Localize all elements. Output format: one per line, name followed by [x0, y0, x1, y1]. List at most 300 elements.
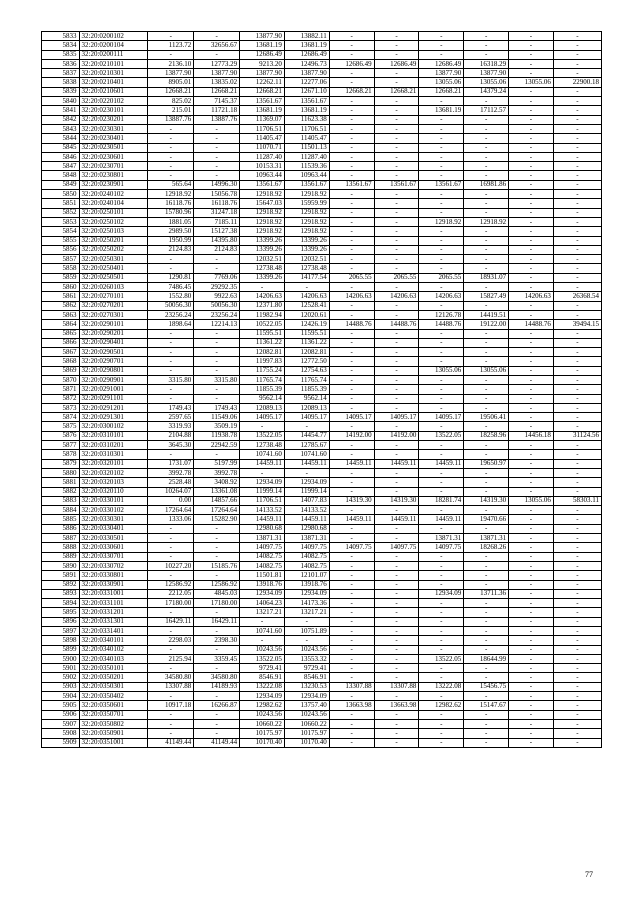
value-cell: - [509, 366, 554, 375]
value-cell: - [509, 124, 554, 133]
value-cell: 14996.30 [194, 180, 240, 189]
row-number-cell: 5871 [42, 385, 80, 394]
value-cell: - [464, 134, 509, 143]
value-cell: 13877.90 [194, 69, 240, 78]
value-cell: - [329, 124, 374, 133]
value-cell: 12982.62 [240, 701, 285, 710]
value-cell: 12262.11 [240, 78, 285, 87]
table-row [42, 487, 602, 496]
value-cell: 18258.96 [464, 431, 509, 440]
table-row [42, 41, 602, 50]
value-cell: 12020.61 [284, 310, 329, 319]
value-cell: - [148, 664, 194, 673]
value-cell: 13711.36 [464, 589, 509, 598]
value-cell: 13055.06 [509, 78, 554, 87]
cadastral-number-cell: 32:20:0230101 [79, 106, 148, 115]
value-cell: 12686.49 [419, 59, 464, 68]
table-row [42, 329, 602, 338]
value-cell: - [553, 217, 601, 226]
value-cell: - [419, 719, 464, 728]
row-number-cell: 5872 [42, 394, 80, 403]
value-cell: - [329, 710, 374, 719]
page-number: 77 [585, 870, 593, 879]
value-cell: - [464, 608, 509, 617]
value-cell: - [374, 143, 419, 152]
value-cell: - [419, 199, 464, 208]
value-cell: 12089.13 [240, 403, 285, 412]
value-cell: - [553, 180, 601, 189]
value-cell: 2136.10 [148, 59, 194, 68]
value-cell: 12126.78 [419, 310, 464, 319]
value-cell: - [374, 692, 419, 701]
value-cell: 12918.92 [284, 227, 329, 236]
value-cell: 13887.76 [148, 115, 194, 124]
cadastral-number-cell: 32:20:0350101 [79, 664, 148, 673]
value-cell: - [553, 143, 601, 152]
value-cell: 13522.05 [419, 431, 464, 440]
value-cell: - [148, 264, 194, 273]
row-number-cell: 5879 [42, 459, 80, 468]
row-number-cell: 5889 [42, 552, 80, 561]
value-cell: - [419, 664, 464, 673]
cadastral-number-cell: 32:20:0210101 [79, 59, 148, 68]
value-cell: - [509, 264, 554, 273]
value-cell: - [374, 245, 419, 254]
table-row [42, 468, 602, 477]
row-number-cell: 5834 [42, 41, 80, 50]
row-number-cell: 5876 [42, 431, 80, 440]
value-cell: - [509, 627, 554, 636]
value-cell: - [374, 152, 419, 161]
cadastral-number-cell: 32:20:0250301 [79, 255, 148, 264]
value-cell: 215.01 [148, 106, 194, 115]
table-row [42, 366, 602, 375]
value-cell: - [419, 357, 464, 366]
value-cell: - [329, 450, 374, 459]
value-cell: 13230.53 [284, 682, 329, 691]
value-cell: - [329, 227, 374, 236]
value-cell: 15185.76 [194, 561, 240, 570]
value-cell: - [329, 617, 374, 626]
value-cell: - [148, 692, 194, 701]
cadastral-number-cell: 32:20:0330301 [79, 515, 148, 524]
value-cell: - [553, 348, 601, 357]
value-cell: 1950.99 [148, 236, 194, 245]
value-cell: - [509, 534, 554, 543]
value-cell: - [194, 162, 240, 171]
value-cell: 11938.78 [194, 431, 240, 440]
value-cell: - [329, 375, 374, 384]
value-cell: - [464, 571, 509, 580]
value-cell: - [509, 608, 554, 617]
value-cell: - [374, 617, 419, 626]
value-cell: - [329, 190, 374, 199]
row-number-cell: 5881 [42, 478, 80, 487]
value-cell: - [509, 375, 554, 384]
row-number-cell: 5886 [42, 524, 80, 533]
value-cell: 13217.21 [284, 608, 329, 617]
value-cell: - [374, 478, 419, 487]
value-cell: 12918.92 [240, 190, 285, 199]
value-cell: - [553, 599, 601, 608]
value-cell: - [464, 338, 509, 347]
value-cell: - [329, 32, 374, 41]
value-cell: 32656.67 [194, 41, 240, 50]
value-cell: - [419, 524, 464, 533]
value-cell: 18281.74 [419, 496, 464, 505]
value-cell: - [148, 162, 194, 171]
value-cell: 14459.11 [240, 459, 285, 468]
value-cell: 14459.11 [329, 459, 374, 468]
value-cell: 14459.11 [374, 515, 419, 524]
value-cell: - [464, 348, 509, 357]
value-cell: - [374, 645, 419, 654]
value-cell: - [464, 599, 509, 608]
value-cell: 13399.26 [240, 273, 285, 282]
value-cell: - [464, 115, 509, 124]
cadastral-number-cell: 32:20:0330702 [79, 561, 148, 570]
value-cell: 14857.66 [194, 496, 240, 505]
value-cell: 10660.22 [240, 719, 285, 728]
value-cell: - [464, 245, 509, 254]
value-cell: - [194, 627, 240, 636]
row-number-cell: 5887 [42, 534, 80, 543]
cadastral-number-cell: 32:20:0260103 [79, 283, 148, 292]
value-cell: 3359.45 [194, 654, 240, 663]
value-cell: - [464, 375, 509, 384]
value-cell: - [374, 50, 419, 59]
value-cell: 13561.67 [419, 180, 464, 189]
value-cell: 12918.92 [240, 208, 285, 217]
value-cell: - [509, 180, 554, 189]
value-cell: - [419, 301, 464, 310]
value-cell: - [148, 729, 194, 738]
value-cell: 58303.11 [553, 496, 601, 505]
table-row [42, 496, 602, 505]
value-cell: 31124.56 [553, 431, 601, 440]
value-cell: - [194, 729, 240, 738]
row-number-cell: 5878 [42, 450, 80, 459]
table-row [42, 245, 602, 254]
value-cell: - [509, 245, 554, 254]
value-cell: - [509, 59, 554, 68]
value-cell: 19470.66 [464, 515, 509, 524]
value-cell: - [464, 357, 509, 366]
value-cell: - [509, 441, 554, 450]
value-cell: - [284, 468, 329, 477]
table-row [42, 180, 602, 189]
value-cell: 14459.11 [374, 459, 419, 468]
table-row [42, 199, 602, 208]
table-row [42, 106, 602, 115]
value-cell: - [464, 97, 509, 106]
value-cell: 2989.50 [148, 227, 194, 236]
value-cell: 9213.20 [240, 59, 285, 68]
value-cell: - [374, 301, 419, 310]
value-cell: 1333.06 [148, 515, 194, 524]
table-row [42, 506, 602, 515]
cadastral-number-cell: 32:20:0330701 [79, 552, 148, 561]
value-cell: 11982.94 [240, 310, 285, 319]
value-cell: 22900.18 [553, 78, 601, 87]
value-cell: - [329, 468, 374, 477]
table-row [42, 459, 602, 468]
value-cell: - [464, 478, 509, 487]
cadastral-number-cell: 32:20:0230901 [79, 180, 148, 189]
table-row [42, 589, 602, 598]
value-cell: 14419.51 [464, 310, 509, 319]
value-cell: - [329, 366, 374, 375]
value-cell: 2065.55 [329, 273, 374, 282]
value-cell: 13877.90 [419, 69, 464, 78]
value-cell: 22942.59 [194, 441, 240, 450]
value-cell: - [419, 115, 464, 124]
value-cell: - [553, 403, 601, 412]
value-cell: - [509, 571, 554, 580]
value-cell: - [374, 357, 419, 366]
value-cell: 14095.17 [284, 413, 329, 422]
table-row [42, 115, 602, 124]
value-cell: 13553.32 [284, 654, 329, 663]
row-number-cell: 5856 [42, 245, 80, 254]
value-cell: - [419, 190, 464, 199]
value-cell: 13877.90 [148, 69, 194, 78]
value-cell: - [464, 32, 509, 41]
value-cell: - [509, 580, 554, 589]
value-cell: - [419, 580, 464, 589]
value-cell: 9729.41 [284, 664, 329, 673]
value-cell: - [194, 366, 240, 375]
value-cell: 12496.73 [284, 59, 329, 68]
table-row [42, 636, 602, 645]
value-cell: - [464, 227, 509, 236]
value-cell: - [464, 301, 509, 310]
row-number-cell: 5846 [42, 152, 80, 161]
value-cell: 13307.88 [374, 682, 419, 691]
value-cell: - [464, 143, 509, 152]
value-cell: - [148, 543, 194, 552]
value-cell: - [419, 608, 464, 617]
value-cell: 14459.11 [284, 459, 329, 468]
value-cell: - [464, 199, 509, 208]
row-number-cell: 5875 [42, 422, 80, 431]
table-row [42, 310, 602, 319]
row-number-cell: 5849 [42, 180, 80, 189]
value-cell: 14097.75 [419, 543, 464, 552]
value-cell: 12773.29 [194, 59, 240, 68]
cadastral-number-cell: 32:20:0350901 [79, 729, 148, 738]
value-cell: - [553, 543, 601, 552]
table-row [42, 701, 602, 710]
value-cell: - [374, 441, 419, 450]
table-row [42, 664, 602, 673]
value-cell: - [553, 459, 601, 468]
value-cell: 12686.49 [284, 50, 329, 59]
row-number-cell: 5867 [42, 348, 80, 357]
table-row [42, 543, 602, 552]
value-cell: - [553, 413, 601, 422]
value-cell: - [553, 208, 601, 217]
value-cell: 11361.22 [284, 338, 329, 347]
value-cell: 13681.19 [284, 41, 329, 50]
value-cell: - [509, 636, 554, 645]
value-cell: - [509, 738, 554, 747]
value-cell: 7769.06 [194, 273, 240, 282]
value-cell: - [509, 524, 554, 533]
cadastral-number-cell: 32:20:0240104 [79, 199, 148, 208]
value-cell: 12980.68 [284, 524, 329, 533]
value-cell: - [374, 524, 419, 533]
value-cell: - [553, 589, 601, 598]
value-cell: - [329, 561, 374, 570]
value-cell: 14395.80 [194, 236, 240, 245]
value-cell: 1881.05 [148, 217, 194, 226]
value-cell: 39494.15 [553, 320, 601, 329]
table-row [42, 673, 602, 682]
cadastral-number-cell: 32:20:0351001 [79, 738, 148, 747]
value-cell: 11549.06 [194, 413, 240, 422]
value-cell: - [464, 552, 509, 561]
value-cell: 7185.11 [194, 217, 240, 226]
value-cell: - [509, 50, 554, 59]
value-cell: - [509, 106, 554, 115]
value-cell: 7486.45 [148, 283, 194, 292]
value-cell: - [464, 729, 509, 738]
table-row [42, 682, 602, 691]
value-cell: 13522.05 [419, 654, 464, 663]
value-cell: - [553, 115, 601, 124]
table-row [42, 719, 602, 728]
value-cell: 11765.74 [240, 375, 285, 384]
value-cell: 14319.30 [464, 496, 509, 505]
cadastral-number-cell: 32:20:0330601 [79, 543, 148, 552]
value-cell: 12426.19 [284, 320, 329, 329]
value-cell: - [374, 310, 419, 319]
value-cell: - [509, 199, 554, 208]
value-cell: - [419, 236, 464, 245]
value-cell: - [329, 69, 374, 78]
table-row [42, 394, 602, 403]
cadastral-number-cell: 32:20:0230201 [79, 115, 148, 124]
value-cell: - [553, 97, 601, 106]
value-cell: - [329, 524, 374, 533]
value-cell: - [509, 310, 554, 319]
row-number-cell: 5882 [42, 487, 80, 496]
value-cell: 13399.26 [240, 236, 285, 245]
value-cell: - [374, 217, 419, 226]
value-cell: - [509, 208, 554, 217]
row-number-cell: 5861 [42, 292, 80, 301]
value-cell: 12668.21 [194, 87, 240, 96]
value-cell: 13887.76 [194, 115, 240, 124]
row-number-cell: 5894 [42, 599, 80, 608]
value-cell: - [374, 236, 419, 245]
table-row [42, 190, 602, 199]
value-cell: 12980.68 [240, 524, 285, 533]
value-cell: - [374, 106, 419, 115]
value-cell: - [464, 208, 509, 217]
value-cell: 12738.48 [284, 264, 329, 273]
value-cell: - [374, 506, 419, 515]
cadastral-number-cell: 32:20:0250201 [79, 236, 148, 245]
value-cell: 2104.88 [148, 431, 194, 440]
table-row [42, 450, 602, 459]
value-cell: - [329, 589, 374, 598]
table-row [42, 524, 602, 533]
table-row [42, 617, 602, 626]
cadastral-number-cell: 32:20:0250102 [79, 217, 148, 226]
value-cell: - [374, 338, 419, 347]
value-cell: - [509, 543, 554, 552]
table-row [42, 301, 602, 310]
value-cell: - [509, 152, 554, 161]
value-cell: 565.64 [148, 180, 194, 189]
value-cell: 2298.03 [148, 636, 194, 645]
cadastral-number-cell: 32:20:0320103 [79, 478, 148, 487]
value-cell: 14206.63 [419, 292, 464, 301]
value-cell: - [374, 255, 419, 264]
value-cell: - [419, 124, 464, 133]
value-cell: - [374, 599, 419, 608]
row-number-cell: 5902 [42, 673, 80, 682]
value-cell: - [464, 710, 509, 719]
table-row [42, 50, 602, 59]
value-cell: 12982.62 [419, 701, 464, 710]
value-cell: - [464, 627, 509, 636]
value-cell: 13222.08 [240, 682, 285, 691]
row-number-cell: 5893 [42, 589, 80, 598]
value-cell: 2124.83 [148, 245, 194, 254]
value-cell: - [419, 134, 464, 143]
value-cell: - [464, 738, 509, 747]
value-cell: 14177.54 [284, 273, 329, 282]
value-cell: - [419, 738, 464, 747]
row-number-cell: 5855 [42, 236, 80, 245]
value-cell: 13877.90 [464, 69, 509, 78]
row-number-cell: 5899 [42, 645, 80, 654]
value-cell: - [464, 41, 509, 50]
value-cell: - [553, 487, 601, 496]
table-row [42, 171, 602, 180]
value-cell: 11755.24 [240, 366, 285, 375]
value-cell: - [374, 171, 419, 180]
cadastral-number-cell: 32:20:0291301 [79, 413, 148, 422]
cadastral-number-cell: 32:20:0290701 [79, 357, 148, 366]
value-cell: - [509, 162, 554, 171]
row-number-cell: 5853 [42, 217, 80, 226]
value-cell: 12918.92 [240, 217, 285, 226]
value-cell: - [553, 59, 601, 68]
value-cell: - [509, 348, 554, 357]
value-cell: - [553, 366, 601, 375]
value-cell: - [374, 636, 419, 645]
value-cell: - [374, 32, 419, 41]
value-cell: - [553, 245, 601, 254]
cadastral-number-cell: 32:20:0250101 [79, 208, 148, 217]
value-cell: - [148, 357, 194, 366]
cadastral-number-cell: 32:20:0330101 [79, 496, 148, 505]
value-cell: - [419, 283, 464, 292]
value-cell: - [553, 729, 601, 738]
cadastral-number-cell: 32:20:0290201 [79, 329, 148, 338]
value-cell: 13522.05 [240, 654, 285, 663]
cadastral-number-cell: 32:20:0300102 [79, 422, 148, 431]
value-cell: - [464, 124, 509, 133]
value-cell: - [374, 654, 419, 663]
value-cell: 13055.06 [464, 78, 509, 87]
value-cell: 13222.08 [419, 682, 464, 691]
table-row [42, 97, 602, 106]
